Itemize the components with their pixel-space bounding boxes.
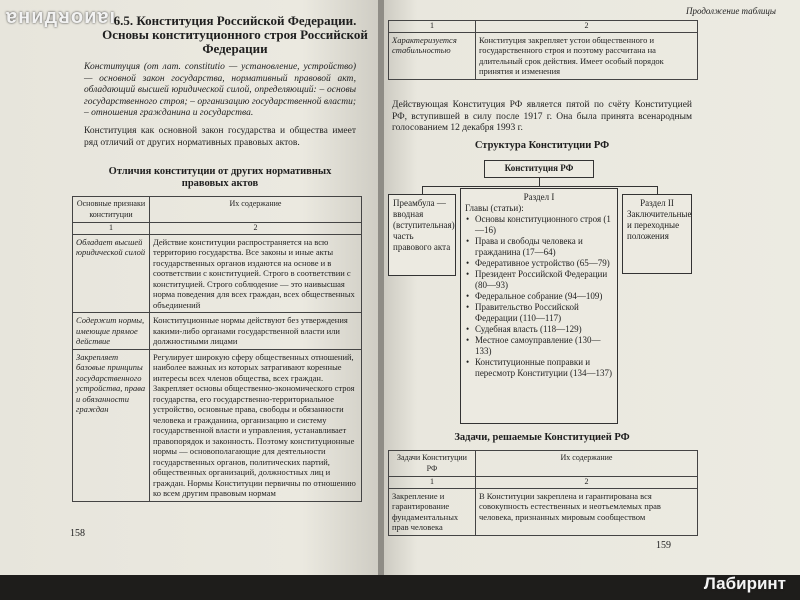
section2-text: Заключительные и переходные положения	[627, 209, 692, 241]
table-row	[389, 32, 698, 79]
left-page	[0, 0, 378, 575]
watermark-logo: ɐнидᴚоиɐı	[6, 6, 117, 28]
table-col-num: 2	[476, 21, 698, 33]
tasks-header-content: Их содержание	[476, 451, 698, 477]
table-col-num: 1	[389, 21, 476, 33]
table-header-content: Их содержание	[150, 197, 362, 223]
row-feature: Характеризуется стабильностью	[389, 32, 476, 79]
intro-paragraph: Конституция как основной закон государства и общества имеет ряд отличий от других нормативных правовых актов.	[84, 126, 356, 148]
section1-intro: Главы (статьи):	[465, 203, 524, 213]
diagram-connector	[657, 186, 658, 194]
diagram-preamble: Преамбула — вводная (вступительная) часть правового акта	[388, 194, 456, 276]
row-content: Конституция закрепляет устои общественного и государственного строя и поэтому рассчитана на длительный срок действия. Имеет особый порядок принятия и изменения	[476, 32, 698, 79]
row-feature: Содержит нормы, имеющие прямое действие	[73, 313, 150, 350]
list-item: • Местное самоуправление (130—133)	[475, 335, 613, 357]
tasks-table	[388, 450, 698, 536]
list-item: • Судебная власть (118—129)	[475, 324, 613, 335]
list-item: • Президент Российской Федерации (80—93)	[475, 269, 613, 291]
table-col-num: 2	[150, 223, 362, 235]
differences-table	[72, 196, 362, 502]
section1-list	[465, 214, 613, 379]
definition-paragraph: Конституция (от лат. constitutio — установление, устройство) — основной закон государства, нормативный правовой акт, обладающий высшей юридической силой, определяющий: – основы государственного строя; – организацию государственной власти; – отношения гражданина и государства.	[84, 62, 356, 118]
tasks-caption: Задачи, решаемые Конституцией РФ	[454, 432, 630, 443]
differences-table-continued	[388, 20, 698, 80]
row-feature: Обладает высшей юридической силой	[73, 234, 150, 313]
diagram-section2	[622, 194, 692, 274]
list-item: • Федеральное собрание (94—109)	[475, 291, 613, 302]
row-content: Действие конституции распространяется на всю территорию государства. Все законы и иные акты государственных органов издаются на основе и в соответствии с конституцией. Строго в соответствии с конституцией. Строго соблюдение — это наивысшая норма поведения для всех граждан, всех общественных объединений	[150, 234, 362, 313]
row-content: Конституционные нормы действуют без утверждения какими-либо органами государственной власти или должностными лицами	[150, 313, 362, 350]
list-item: • Федеративное устройство (65—79)	[475, 258, 613, 269]
tasks-header-task: Задачи Конституции РФ	[389, 451, 476, 477]
table-row	[389, 488, 698, 535]
diagram-connector	[422, 186, 423, 194]
list-item: • Правительство Российской Федерации (110—117)	[475, 302, 613, 324]
diagram-connector	[539, 178, 540, 186]
right-page	[384, 0, 800, 575]
list-item: • Права и свободы человека и гражданина (17—64)	[475, 236, 613, 258]
watermark-brand: Лабиринт	[703, 574, 786, 593]
row-feature: Закрепляет базовые принципы государственного устройства, права и обязанности граждан	[73, 349, 150, 501]
diagram-connector	[422, 186, 657, 187]
table-col-num: 1	[389, 477, 476, 489]
row-feature: Закрепление и гарантирование фундаментальных прав человека	[389, 488, 476, 535]
table-row	[73, 349, 362, 501]
page-number-right: 159	[656, 540, 671, 551]
diagram-section1	[460, 188, 618, 424]
section1-title: Раздел I	[523, 192, 555, 202]
diagram-root: Конституция РФ	[484, 160, 594, 178]
table-header-feature: Основные признаки конституции	[73, 197, 150, 223]
table-col-num: 1	[73, 223, 150, 235]
list-item: • Конституционные поправки и пересмотр Конституции (134—137)	[475, 357, 613, 379]
section2-title: Раздел II	[640, 198, 674, 208]
row-content: В Конституции закреплена и гарантирована вся совокупность естественных и неотъемлемых прав человека, признанных мировым сообществом	[476, 488, 698, 535]
table-row	[73, 234, 362, 313]
continued-label: Продолжение таблицы	[685, 6, 776, 16]
section-title: 6.5. Конституция Российской Федерации. Основы конституционного строя Российской Федерации	[102, 13, 368, 56]
constitution-paragraph: Действующая Конституция РФ является пятой по счёту Конституцией РФ, вступившей в силу после 1917 г. Она была принята всенародным голосованием 12 декабря 1993 г.	[392, 100, 692, 133]
table-caption: Отличия конституции от других нормативных правовых актов	[108, 166, 332, 189]
table-col-num: 2	[476, 477, 698, 489]
table-row	[73, 313, 362, 350]
structure-caption: Структура Конституции РФ	[474, 140, 610, 151]
list-item: • Основы конституционного строя (1—16)	[475, 214, 613, 236]
row-content: Регулирует широкую сферу общественных отношений, наиболее важных из которых затрагивают коренные интересы всех членов общества, всех граждан. Закрепляет основы общественно-экономического строя государства, его государственно-территориальное устройство, основные права, свободы и обязанности человека и гражданина, организацию и систему государственной власти и управления, устанавливает правопорядок и законность. Поэтому конституционные нормы — основополагающие для деятельности государственных органов, политических партий, общественных организаций, должностных лиц и граждан. Нормы Конституции первичны по отношению ко всем другим правовым нормам	[150, 349, 362, 501]
page-number-left: 158	[70, 528, 85, 539]
